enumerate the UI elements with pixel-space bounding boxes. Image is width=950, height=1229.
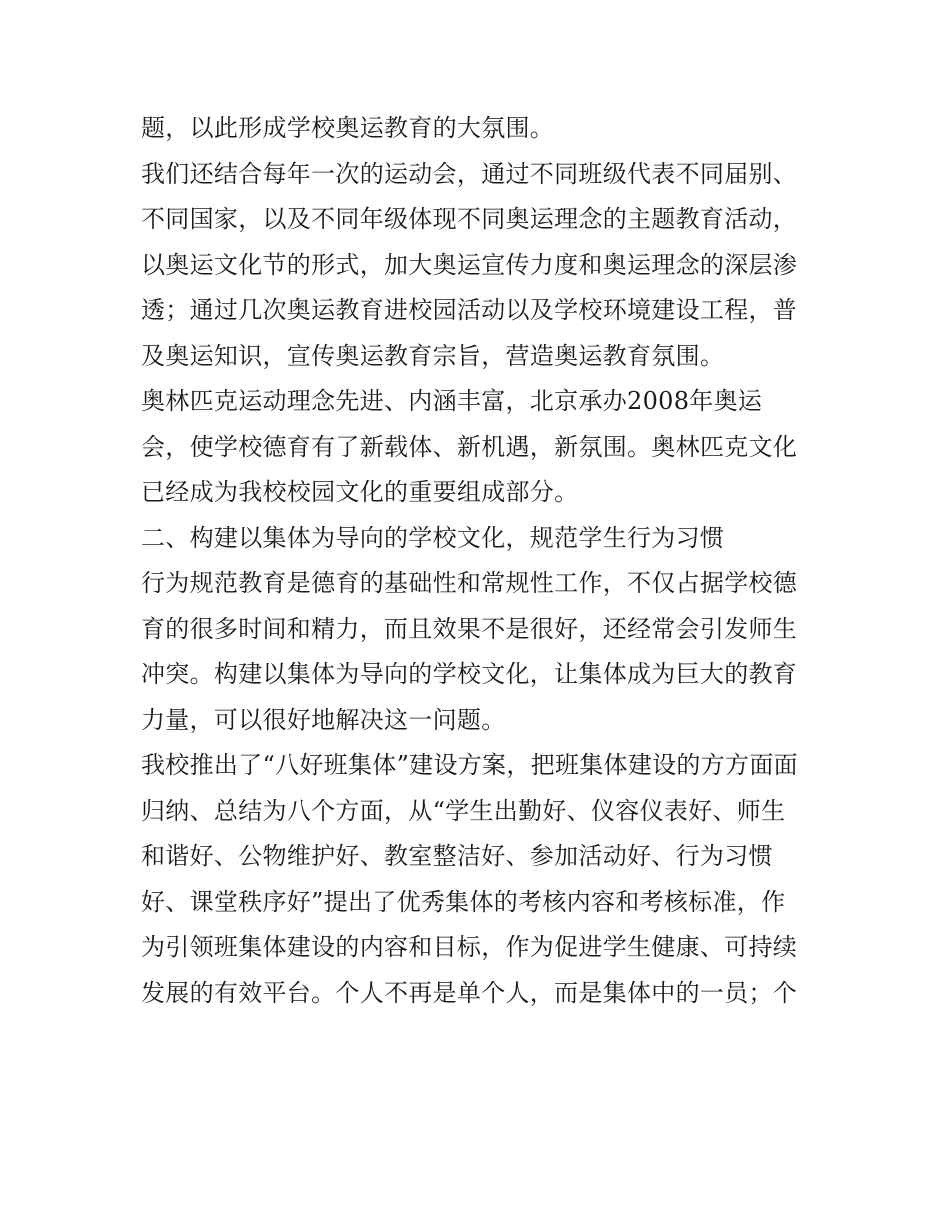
text-line: 和谐好、公物维护好、教室整洁好、参加活动好、行为习惯 bbox=[141, 842, 773, 870]
text-line: 发展的有效平台。个人不再是单个人，而是集体中的一员；个 bbox=[141, 978, 798, 1007]
text-line: 为引领班集体建设的内容和目标，作为促进学生健康、可持续 bbox=[141, 933, 798, 961]
text-line: 题，以此形成学校奥运教育的大氛围。 bbox=[141, 114, 555, 142]
text-line: 冲突。构建以集体为导向的学校文化，让集体成为巨大的教育 bbox=[141, 660, 798, 688]
section-heading: 二、构建以集体为导向的学校文化，规范学生行为习惯 bbox=[141, 523, 725, 552]
text-line: 育的很多时间和精力，而且效果不是很好，还经常会引发师生 bbox=[141, 614, 798, 643]
text-line: 不同国家，以及不同年级体现不同奥运理念的主题教育活动， bbox=[141, 205, 798, 233]
text-line: 透；通过几次奥运教育进校园活动以及学校环境建设工程，普 bbox=[141, 296, 798, 324]
text-line: 好、课堂秩序好”提出了优秀集体的考核内容和考核标准，作 bbox=[141, 887, 786, 916]
text-line: 我校推出了“八好班集体”建设方案，把班集体建设的方方面面 bbox=[141, 751, 798, 779]
text-line: 归纳、总结为八个方面，从“学生出勤好、仪容仪表好、师生 bbox=[141, 796, 786, 825]
text-line: 行为规范教育是德育的基础性和常规性工作，不仅占据学校德 bbox=[141, 569, 798, 597]
text-line: 力量，可以很好地解决这一问题。 bbox=[141, 705, 506, 734]
text-line: 奥林匹克运动理念先进、内涵丰富，北京承办2008年奥运 bbox=[141, 387, 763, 415]
text-line: 已经成为我校校园文化的重要组成部分。 bbox=[141, 478, 579, 506]
text-line: 会，使学校德育有了新载体、新机遇，新氛围。奥林匹克文化 bbox=[141, 432, 798, 461]
text-line: 及奥运知识，宣传奥运教育宗旨，营造奥运教育氛围。 bbox=[141, 341, 725, 370]
text-line: 以奥运文化节的形式，加大奥运宣传力度和奥运理念的深层渗 bbox=[141, 250, 798, 279]
text-line: 我们还结合每年一次的运动会，通过不同班级代表不同届别、 bbox=[141, 159, 798, 188]
body-text bbox=[141, 106, 821, 1016]
